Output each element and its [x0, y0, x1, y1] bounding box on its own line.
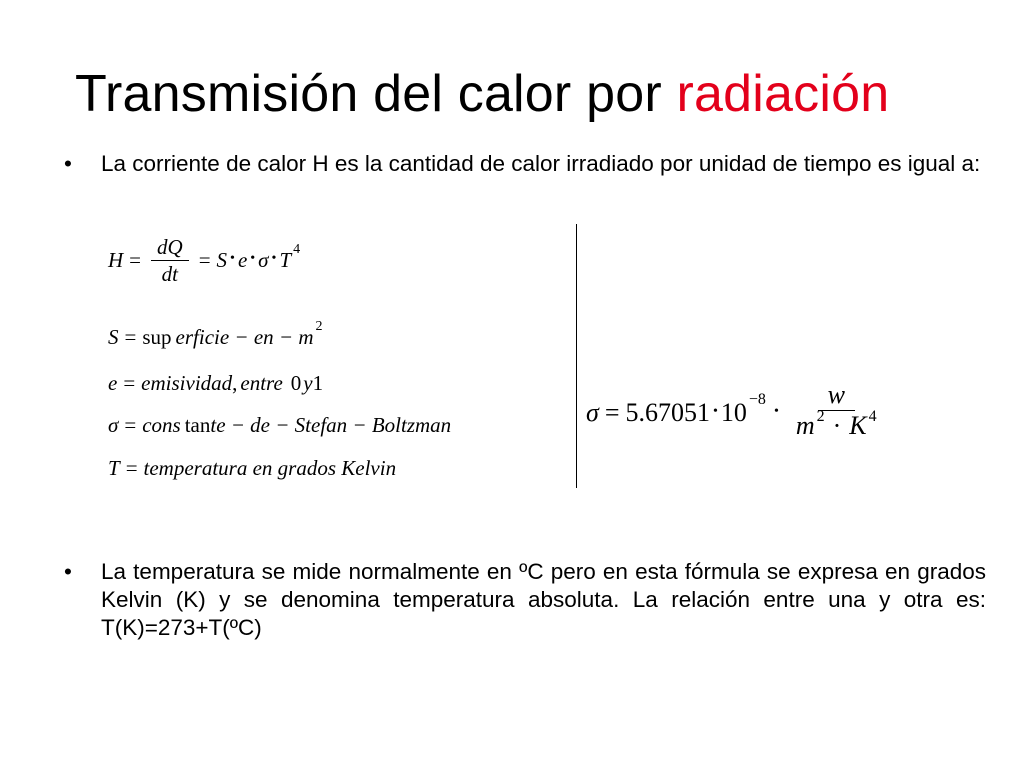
equation-def-e: [108, 369, 323, 397]
eq-operator: =: [124, 324, 137, 349]
eq-comma: ,: [232, 370, 238, 395]
eq-symbol: S: [108, 324, 119, 349]
eq-symbol: m: [795, 411, 815, 440]
eq-fraction: [786, 380, 887, 445]
title-accent: radiación: [676, 65, 890, 123]
bullet-text: La corriente de calor H es la cantidad de calor irradiado por unidad de tiempo es igual a:: [101, 151, 981, 176]
eq-number: 0: [290, 370, 302, 395]
fraction-denominator: dt: [161, 261, 179, 286]
slide-title: [75, 62, 889, 126]
bullet-dot: •: [64, 151, 72, 176]
eq-operator: =: [123, 370, 136, 395]
fraction-numerator: dQ: [151, 236, 189, 261]
eq-number: 5.67051: [625, 397, 710, 427]
eq-operator: =: [125, 455, 138, 480]
eq-text: entre: [240, 370, 283, 395]
eq-exponent: 4: [293, 242, 301, 257]
eq-function: tan: [184, 412, 211, 437]
eq-symbol: S: [216, 247, 228, 272]
stefan-boltzmann-constant-equation: [586, 380, 891, 445]
eq-operator: =: [129, 247, 142, 272]
equation-def-sigma: [108, 411, 451, 439]
eq-function: sup: [142, 324, 172, 349]
title-main: Transmisión del calor por: [75, 65, 677, 123]
bullet-heat-current: [64, 150, 986, 178]
bullet-temperature: [64, 558, 986, 642]
bullet-text: La temperatura se mide normalmente en ºC pero en esta fórmula se expresa en grados Kelvin (K) y se denomina temperatura absoluta. La relación entre una y otra es: T(K)=273+T(ºC): [101, 559, 986, 640]
eq-operator: =: [124, 412, 137, 437]
eq-text: temperatura en grados Kelvin: [143, 455, 397, 480]
eq-symbol: e: [237, 247, 248, 272]
eq-text: te − de − Stefan − Boltzman: [210, 412, 452, 437]
eq-symbol: σ: [108, 412, 119, 437]
eq-operator: ·: [832, 411, 842, 440]
eq-text: emisividad: [141, 370, 233, 395]
eq-fraction: [151, 236, 189, 285]
multiply-dot: •: [713, 403, 718, 419]
multiply-dot: •: [271, 251, 277, 266]
eq-symbol: H: [108, 247, 124, 272]
eq-operator: =: [604, 397, 620, 427]
multiply-dot: •: [773, 403, 779, 419]
eq-number: 1: [312, 370, 324, 395]
eq-symbol: T: [279, 247, 292, 272]
equation-def-s: [108, 319, 323, 351]
fraction-denominator: [786, 408, 887, 445]
eq-symbol: σ: [258, 247, 269, 272]
eq-exponent: −8: [748, 390, 766, 408]
vertical-divider: [576, 224, 577, 488]
equation-def-t: [108, 454, 396, 482]
equation-heat-current: [108, 234, 301, 286]
eq-text: y: [303, 370, 313, 395]
eq-symbol: K: [849, 411, 867, 440]
multiply-dot: •: [230, 251, 235, 266]
eq-number: 10: [720, 397, 747, 427]
eq-text: erficie − en − m: [175, 324, 314, 349]
multiply-dot: •: [250, 251, 256, 266]
eq-text: cons: [142, 412, 181, 437]
eq-operator: =: [198, 247, 211, 272]
bullet-dot: •: [64, 559, 72, 584]
eq-symbol: σ: [586, 397, 599, 427]
eq-symbol: T: [108, 455, 120, 480]
eq-exponent: 4: [868, 408, 877, 425]
eq-exponent: 2: [315, 319, 323, 334]
eq-exponent: 2: [816, 408, 825, 425]
eq-symbol: e: [108, 370, 118, 395]
fraction-numerator: w: [818, 380, 855, 411]
